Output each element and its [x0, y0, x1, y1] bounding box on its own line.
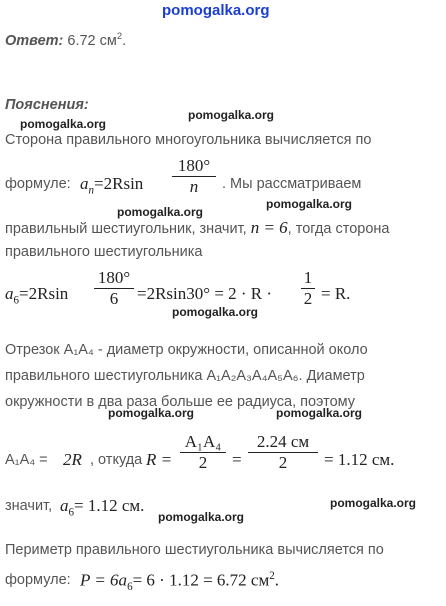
eq2-2R: 2R — [63, 450, 82, 469]
explanations-label: Пояснения: — [5, 97, 89, 113]
side-formula: $a_n=2Rsin$ — [80, 174, 144, 197]
p1-line4: правильного шестиугольника — [5, 244, 203, 260]
watermark: pomogalka.org — [276, 406, 363, 420]
eq1-start: $a_6=2Rsin$ — [5, 284, 69, 307]
watermark: pomogalka.org — [117, 205, 204, 219]
eq1-middle: =2Rsin30° = 2 · R · — [137, 284, 273, 303]
watermark: pomogalka.org — [20, 117, 107, 131]
p2-line3: окружности в два раза больше ее радиуса, поэтому — [5, 394, 356, 410]
p4-word: формуле: — [5, 572, 71, 588]
p3-formula: $a_6= 1.12$ см. — [60, 496, 145, 519]
fraction-224-2: 2.24 см 2 — [248, 432, 318, 473]
answer-line: Ответ: 6.72 $см^2$. — [5, 30, 127, 49]
fraction-a1a4-2: A₁A₄ 2 — [180, 432, 226, 473]
fraction-1-2: 1 2 — [301, 268, 315, 309]
p4-line1: Периметр правильного шестиугольника вычисляется по — [5, 542, 384, 558]
eq1-end: = R. — [321, 284, 351, 303]
p1-line3: правильный шестиугольник, значит, n = 6, тогда сторона — [5, 218, 390, 237]
answer-value: 6.72 см — [67, 32, 117, 49]
watermark: pomogalka.org — [158, 510, 245, 524]
watermark: pomogalka.org — [330, 496, 417, 510]
watermark: pomogalka.org — [172, 305, 259, 319]
eq2-result: = 1.12 см. — [324, 450, 395, 469]
perimeter-formula: $P = 6a_6= 6 \cdot 1.12 = 6.72$ $см^2$. — [80, 570, 280, 594]
fraction-180-n: 180° n — [172, 156, 216, 197]
p2-line1: Отрезок A₁A₄ - диаметр окружности, описанной около — [5, 342, 368, 358]
watermark: pomogalka.org — [266, 197, 353, 211]
p3-word: значит, — [5, 498, 53, 514]
answer-exp: 2 — [116, 30, 123, 41]
watermark: pomogalka.org — [108, 406, 195, 420]
p1-line1: Сторона правильного многоугольника вычисляется по — [5, 132, 372, 148]
fraction-180-6: 180° 6 — [94, 268, 134, 309]
answer-label: Ответ: — [5, 32, 64, 49]
eq2-mid: , откуда — [90, 452, 143, 468]
p2-line2: правильного шестиугольника A₁A₂A₃A₄A₅A₆. Диаметр — [5, 368, 365, 384]
p1-after: . Мы рассматриваем — [222, 176, 362, 192]
eq2-eq: = — [232, 450, 242, 469]
eq2-R: R = — [146, 450, 173, 469]
p1-formula-word: формуле: — [5, 176, 71, 192]
watermark: pomogalka.org — [188, 108, 275, 122]
eq2-lhs: A₁A₄ = — [5, 452, 48, 468]
watermark: pomogalka.org — [162, 2, 270, 19]
